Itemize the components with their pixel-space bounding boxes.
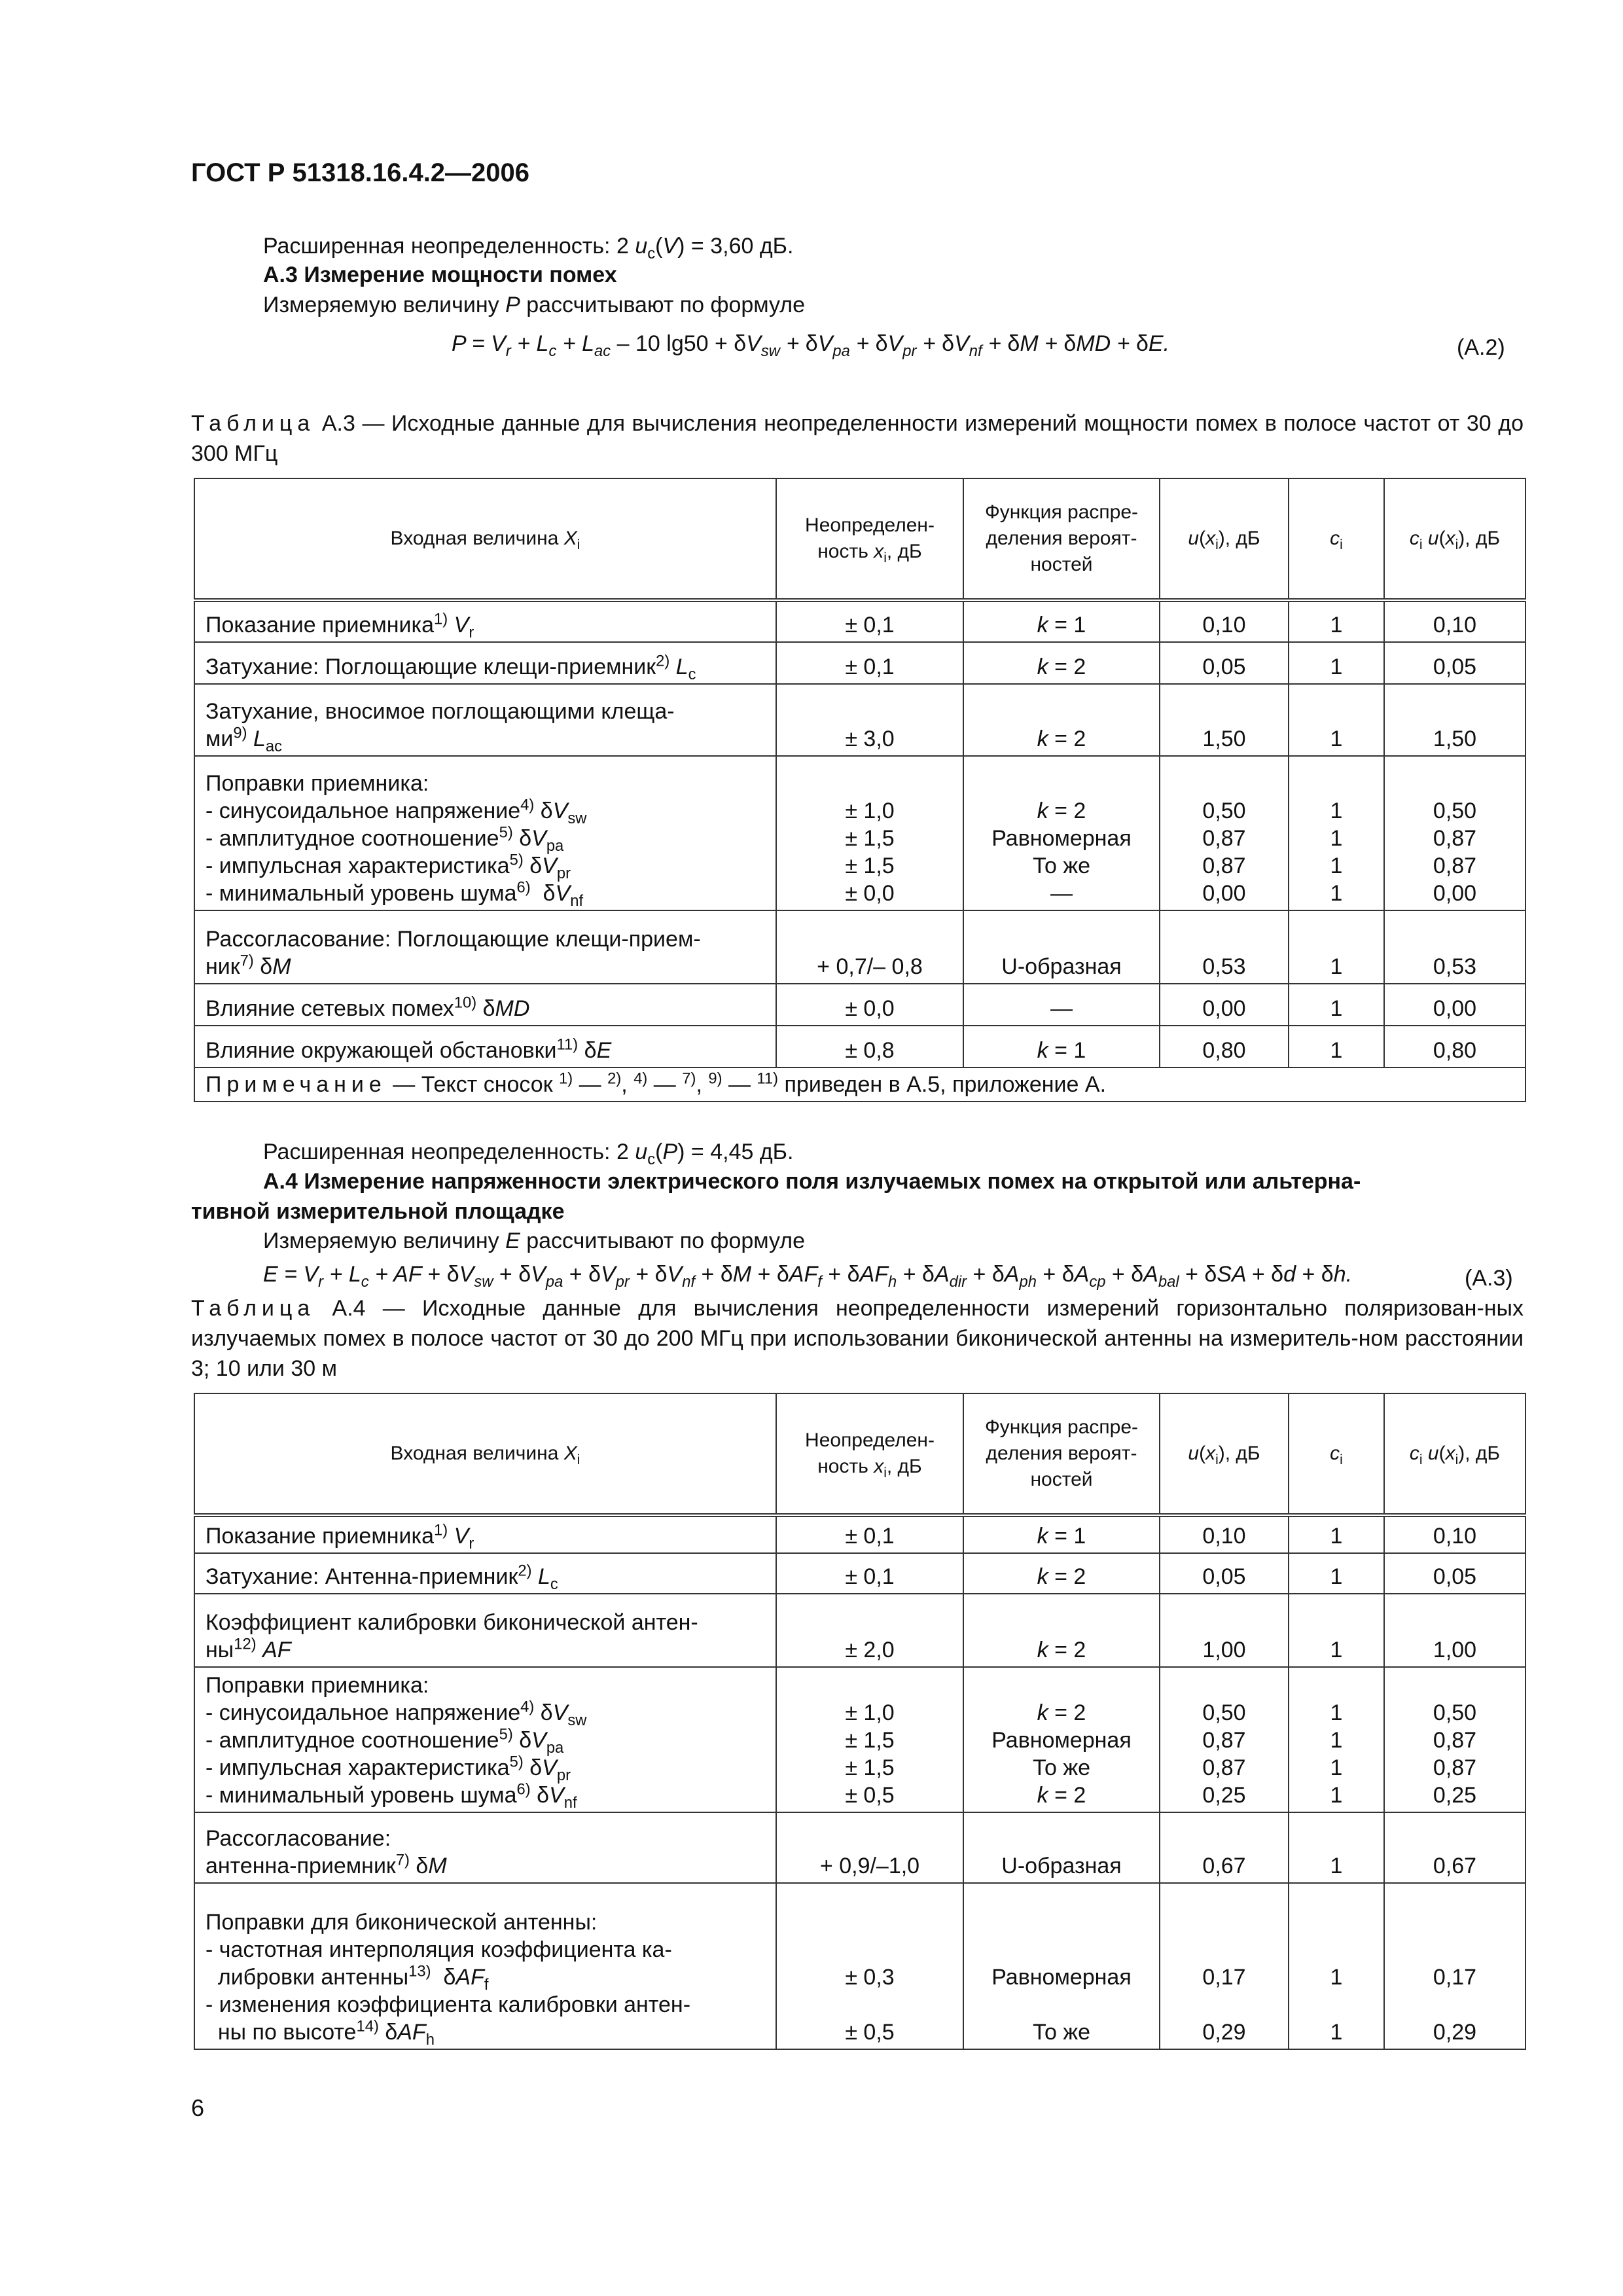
table-row — [194, 1553, 1525, 1594]
cell-distribution: Равномерная То же — [963, 1883, 1160, 2049]
cell-uncertainty: ± 0,0 — [776, 984, 963, 1026]
expanded-uncertainty-v: Расширенная неопределенность: 2 $u_c(V) = 3,60$ дБ. — [263, 234, 794, 262]
cell-uncertainty: ± 0,1 — [776, 1553, 963, 1594]
cell-sensitivity-coefficient: 1 — [1289, 642, 1384, 684]
cell-sensitivity-coefficient: 1 — [1289, 1594, 1384, 1667]
cell-uncertainty-contribution: 0,80 — [1384, 1026, 1525, 1067]
cell-sensitivity-coefficient: 1 — [1289, 910, 1384, 984]
cell-standard-uncertainty: 0,05 — [1160, 1553, 1289, 1594]
cell-distribution: k = 2 — [963, 1594, 1160, 1667]
formula-intro-e: Измеряемую величину E рассчитывают по формуле — [263, 1229, 806, 1253]
cell-uncertainty-contribution: 0,67 — [1384, 1812, 1525, 1883]
header-sensitivity-coefficient: $c_i$ — [1289, 1393, 1384, 1515]
cell-sensitivity-coefficient: 1 1 — [1289, 1883, 1384, 2049]
cell-input-quantity: Коэффициент калибровки биконической антен- $ны^{12)}$ AF — [194, 1594, 776, 1667]
cell-uncertainty: + 0,9/–1,0 — [776, 1812, 963, 1883]
cell-uncertainty-contribution: 0,50 0,87 0,87 0,25 — [1384, 1667, 1525, 1812]
cell-standard-uncertainty: 0,67 — [1160, 1812, 1289, 1883]
cell-distribution: k = 1 — [963, 1515, 1160, 1553]
cell-input-quantity: Влияние сетевых помех$^{10)}$ δMD — [194, 984, 776, 1026]
cell-uncertainty: ± 3,0 — [776, 684, 963, 756]
cell-standard-uncertainty: 0,00 — [1160, 984, 1289, 1026]
table-header-row — [194, 1393, 1525, 1515]
table-row — [194, 984, 1525, 1026]
cell-sensitivity-coefficient: 1 — [1289, 1812, 1384, 1883]
cell-standard-uncertainty: 0,50 0,87 0,87 0,00 — [1160, 756, 1289, 910]
header-sensitivity-coefficient: $c_i$ — [1289, 478, 1384, 600]
header-uncertainty-contribution: $c_i$ $u(x_i)$, дБ — [1384, 478, 1525, 600]
header-standard-uncertainty: $u(x_i)$, дБ — [1160, 1393, 1289, 1515]
table-row — [194, 684, 1525, 756]
cell-distribution: k = 1 — [963, 600, 1160, 642]
header-input-quantity: Входная величина $X_i$ — [194, 1393, 776, 1515]
formula-a2: $P = V_r + L_c + L_{ac} - 10$ $\lg 50 + \delta V_{sw} + \delta V_{pa} + \delta V_{pr} + \delta V_{nf} + \delta M + \delta MD + \delta E$. — [452, 331, 1170, 360]
cell-distribution: k = 2 Равномерная То же — — [963, 756, 1160, 910]
cell-input-quantity: Затухание, вносимое поглощающими клеща- $ми^{9)}$ $L_{ac}$ — [194, 684, 776, 756]
section-a3-title: А.3 Измерение мощности помех — [263, 262, 617, 287]
cell-uncertainty-contribution: 0,00 — [1384, 984, 1525, 1026]
table-header-row — [194, 478, 1525, 600]
header-standard-uncertainty: $u(x_i)$, дБ — [1160, 478, 1289, 600]
header-distribution: Функция распре- деления вероят- ностей — [963, 1393, 1160, 1515]
cell-distribution: U-образная — [963, 910, 1160, 984]
cell-input-quantity: Затухание: Антенна-приемник$^{2)}$ $L_c$ — [194, 1553, 776, 1594]
cell-standard-uncertainty: 0,10 — [1160, 1515, 1289, 1553]
table-row — [194, 756, 1525, 910]
cell-uncertainty: ± 0,3 ± 0,5 — [776, 1883, 963, 2049]
cell-sensitivity-coefficient: 1 — [1289, 1515, 1384, 1553]
cell-uncertainty-contribution: 1,00 — [1384, 1594, 1525, 1667]
header-uncertainty-contribution: $c_i$ $u(x_i)$, дБ — [1384, 1393, 1525, 1515]
cell-input-quantity: Затухание: Поглощающие клещи-приемник$^{2)}$ $L_c$ — [194, 642, 776, 684]
header-distribution: Функция распре- деления вероят- ностей — [963, 478, 1160, 600]
cell-standard-uncertainty: 0,17 0,29 — [1160, 1883, 1289, 2049]
cell-sensitivity-coefficient: 1 1 1 1 — [1289, 1667, 1384, 1812]
header-input-quantity: Входная величина $X_i$ — [194, 478, 776, 600]
cell-uncertainty-contribution: 0,17 0,29 — [1384, 1883, 1525, 2049]
table-row — [194, 910, 1525, 984]
header-uncertainty: Неопределен- ность $x_i$, дБ — [776, 478, 963, 600]
table-note: Примечание — Текст сносок $^{1)}$ — $^{2)}$, $^{4)}$ — $^{7)}$, $^{9)}$ — $^{11)}$ приведен в А.5, приложение А. — [194, 1067, 1525, 1102]
cell-sensitivity-coefficient: 1 — [1289, 684, 1384, 756]
equation-number-a2: (А.2) — [1457, 335, 1505, 360]
table-row — [194, 600, 1525, 642]
cell-distribution: U-образная — [963, 1812, 1160, 1883]
table-row — [194, 1026, 1525, 1067]
cell-input-quantity: Влияние окружающей обстановки$^{11)}$ δE — [194, 1026, 776, 1067]
document-header: ГОСТ Р 51318.16.4.2—2006 — [191, 158, 530, 187]
cell-uncertainty-contribution: 0,10 — [1384, 1515, 1525, 1553]
table-a4 — [194, 1393, 1526, 2050]
cell-sensitivity-coefficient: 1 — [1289, 1026, 1384, 1067]
cell-uncertainty: + 0,7/– 0,8 — [776, 910, 963, 984]
table-row — [194, 1515, 1525, 1553]
cell-input-quantity: Рассогласование: Поглощающие клещи-прием- ник$^{7)}$ δM — [194, 910, 776, 984]
table-row — [194, 1883, 1525, 2049]
cell-sensitivity-coefficient: 1 — [1289, 1553, 1384, 1594]
expanded-uncertainty-p: Расширенная неопределенность: 2 $u_c(P) = 4,45$ дБ. — [263, 1139, 794, 1168]
cell-standard-uncertainty: 0,50 0,87 0,87 0,25 — [1160, 1667, 1289, 1812]
cell-uncertainty: ± 0,1 — [776, 642, 963, 684]
cell-input-quantity: Поправки приемника: - синусоидальное напряжение$^{4)}$ $\delta V_{sw}$ - амплитудное соотношение$^{5)}$ $\delta V_{pa}$ - импульсная характеристика$^{5)}$ $\delta V_{pr}$ - минимальный уровень шума$^{6)}$ $\delta V_{nf}$ — [194, 756, 776, 910]
cell-uncertainty: ± 1,0 ± 1,5 ± 1,5 ± 0,5 — [776, 1667, 963, 1812]
cell-uncertainty: ± 0,8 — [776, 1026, 963, 1067]
formula-a3: $E = V_r + L_c$ + AF + $\delta V_{sw} + \delta V_{pa} + \delta V_{pr} + \delta V_{nf} + \delta M + \delta AF_f + \delta AF_h + \delta A_{dir} + \delta A_{ph} + \delta A_{cp} + \delta A_{bal} + \delta SA + \delta d + \delta h$. — [263, 1262, 1353, 1291]
cell-standard-uncertainty: 0,53 — [1160, 910, 1289, 984]
cell-input-quantity: Рассогласование: антенна-приемник$^{7)}$ δM — [194, 1812, 776, 1883]
cell-sensitivity-coefficient: 1 — [1289, 600, 1384, 642]
cell-uncertainty-contribution: 0,05 — [1384, 642, 1525, 684]
cell-uncertainty-contribution: 0,10 — [1384, 600, 1525, 642]
cell-distribution: k = 2 — [963, 684, 1160, 756]
table-a4-caption: Таблица А.4 — Исходные данные для вычисления неопределенности измерений горизонтально поляризован-ных излучаемых помех в полосе частот от 30 до 200 МГц при использовании биконической антенны на измеритель-ном расстоянии 3; 10 или 30 м — [191, 1296, 1524, 1381]
cell-uncertainty: ± 0,1 — [776, 600, 963, 642]
cell-sensitivity-coefficient: 1 — [1289, 984, 1384, 1026]
cell-sensitivity-coefficient: 1 1 1 1 — [1289, 756, 1384, 910]
cell-uncertainty: ± 0,1 — [776, 1515, 963, 1553]
table-note-row — [194, 1067, 1525, 1102]
cell-distribution: k = 2 — [963, 642, 1160, 684]
page-number: 6 — [191, 2094, 205, 2121]
cell-uncertainty-contribution: 1,50 — [1384, 684, 1525, 756]
cell-input-quantity: Показание приемника$^{1)}$ $V_r$ — [194, 600, 776, 642]
equation-number-a3: (А.3) — [1465, 1266, 1513, 1291]
cell-uncertainty: ± 1,0 ± 1,5 ± 1,5 ± 0,0 — [776, 756, 963, 910]
cell-standard-uncertainty: 1,50 — [1160, 684, 1289, 756]
table-row — [194, 1594, 1525, 1667]
table-row — [194, 1812, 1525, 1883]
cell-uncertainty-contribution: 0,50 0,87 0,87 0,00 — [1384, 756, 1525, 910]
cell-uncertainty-contribution: 0,53 — [1384, 910, 1525, 984]
cell-input-quantity: Поправки приемника: - синусоидальное напряжение$^{4)}$ $\delta V_{sw}$ - амплитудное соотношение$^{5)}$ $\delta V_{pa}$ - импульсная характеристика$^{5)}$ $\delta V_{pr}$ - минимальный уровень шума$^{6)}$ $\delta V_{nf}$ — [194, 1667, 776, 1812]
cell-standard-uncertainty: 1,00 — [1160, 1594, 1289, 1667]
cell-standard-uncertainty: 0,80 — [1160, 1026, 1289, 1067]
formula-intro-p: Измеряемую величину P рассчитывают по формуле — [263, 293, 806, 317]
cell-standard-uncertainty: 0,05 — [1160, 642, 1289, 684]
cell-distribution: k = 2 — [963, 1553, 1160, 1594]
table-row — [194, 642, 1525, 684]
cell-distribution: — — [963, 984, 1160, 1026]
cell-standard-uncertainty: 0,10 — [1160, 600, 1289, 642]
cell-distribution: k = 2 Равномерная То же k = 2 — [963, 1667, 1160, 1812]
cell-distribution: k = 1 — [963, 1026, 1160, 1067]
section-a4-title: А.4 Измерение напряженности электрического поля излучаемых помех на открытой или альтерна- тивной измерительной площадке — [191, 1169, 1361, 1224]
cell-input-quantity: Поправки для биконической антенны: - частотная интерполяция коэффициента ка- либровки антенны$^{13)}$ δAF$_f$ - изменения коэффициента калибровки антен- ны по высоте$^{14)}$ δAF$_h$ — [194, 1883, 776, 2049]
header-uncertainty: Неопределен- ность $x_i$, дБ — [776, 1393, 963, 1515]
table-a3-caption: Таблица А.3 — Исходные данные для вычисления неопределенности измерений мощности помех в полосе частот от 30 до 300 МГц — [191, 411, 1524, 466]
table-a3 — [194, 478, 1526, 1102]
cell-input-quantity: Показание приемника$^{1)}$ $V_r$ — [194, 1515, 776, 1553]
table-row — [194, 1667, 1525, 1812]
cell-uncertainty: ± 2,0 — [776, 1594, 963, 1667]
cell-uncertainty-contribution: 0,05 — [1384, 1553, 1525, 1594]
